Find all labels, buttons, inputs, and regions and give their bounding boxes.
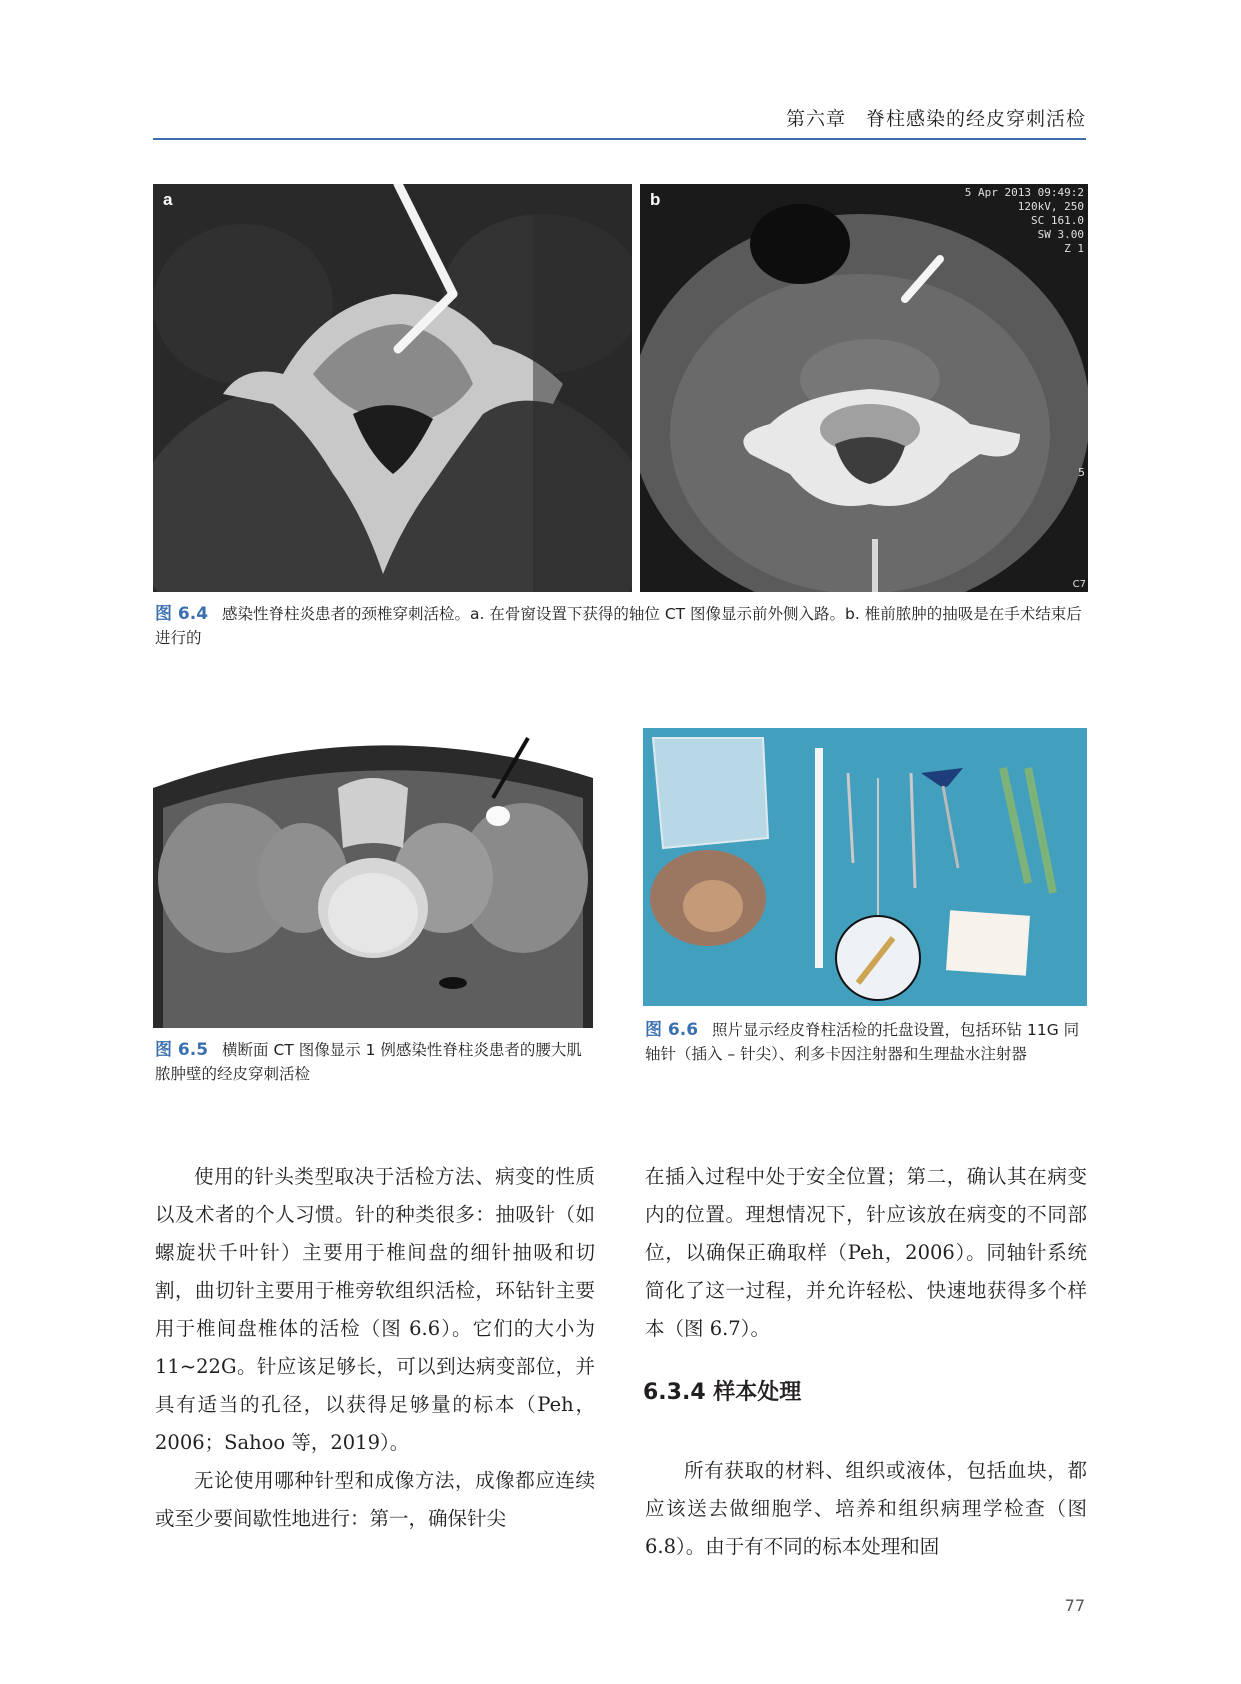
caption-text: 照片显示经皮脊柱活检的托盘设置，包括环钻 11G 同轴针（插入 – 针尖）、利多卡因注射器和生理盐水注射器 [645, 1021, 1080, 1063]
panel-letter-b: b [650, 190, 661, 209]
ct-overlay-line: Z 1 [1064, 242, 1084, 255]
running-head: 第六章 脊柱感染的经皮穿刺活检 [785, 108, 1086, 130]
body-paragraph: 在插入过程中处于安全位置；第二，确认其在病变内的位置。理想情况下，针应该放在病变的不同部位，以确保正确取样（Peh，2006）。同轴针系统简化了这一过程，并允许轻松、快速地获得多个样本（图 6.7）。 [645, 1165, 1087, 1340]
section-heading: 6.3.4 样本处理 [643, 1380, 802, 1405]
figure-6-4a-ct-image [153, 184, 632, 592]
figure-label: 图 6.6 [645, 1020, 699, 1040]
caption-text: 感染性脊柱炎患者的颈椎穿刺活检。a. 在骨窗设置下获得的轴位 CT 图像显示前外侧入路。b. 椎前脓肿的抽吸是在手术结束后进行的 [155, 605, 1082, 647]
figure-6-6-tray-photo [643, 728, 1087, 1006]
body-paragraph: 所有获取的材料、组织或液体，包括血块，都应该送去做细胞学、培养和组织病理学检查（图 6.8）。由于有不同的标本处理和固 [645, 1459, 1087, 1558]
ct-overlay-line: 120kV, 250 [1017, 200, 1084, 213]
figure-6-4-caption [155, 602, 1087, 650]
caption-text: 横断面 CT 图像显示 1 例感染性脊柱炎患者的腰大肌脓肿壁的经皮穿刺活检 [155, 1041, 582, 1083]
body-paragraph: 无论使用哪种针型和成像方法，成像都应连续或至少要间歇性地进行：第一，确保针尖 [155, 1469, 595, 1530]
ct-overlay-text [965, 186, 1084, 256]
body-right-column-bottom [645, 1452, 1087, 1566]
header-rule [153, 138, 1086, 140]
ct-overlay-line: 5 Apr 2013 09:49:2 [964, 186, 1084, 199]
page-number: 77 [1064, 1596, 1085, 1615]
ct-corner-mark: C7 [1072, 579, 1086, 590]
figure-label: 图 6.4 [155, 604, 209, 624]
panel-letter-a: a [163, 190, 173, 209]
figure-6-5-ct-image [153, 728, 593, 1028]
figure-6-6-caption [645, 1018, 1089, 1066]
ct-side-mark: 5 [1078, 466, 1085, 479]
body-left-column [155, 1158, 595, 1538]
body-right-column-top [645, 1158, 1087, 1348]
figure-label: 图 6.5 [155, 1040, 209, 1060]
figure-6-5-caption [155, 1038, 595, 1086]
ct-overlay-line: SC 161.0 [1031, 214, 1084, 227]
figure-6-4b-ct-image [640, 184, 1088, 592]
body-paragraph: 使用的针头类型取决于活检方法、病变的性质以及术者的个人习惯。针的种类很多：抽吸针（如螺旋状千叶针）主要用于椎间盘的细针抽吸和切割，曲切针主要用于椎旁软组织活检，环钻针主要用于椎间盘椎体的活检（图 6.6）。它们的大小为 11~22G。针应该足够长，可以到达病变部位，并具有适当的孔径，以获得足够量的标本（Peh，2006；Sahoo 等，2019）。 [155, 1165, 595, 1454]
ct-overlay-line: SW 3.00 [1037, 228, 1084, 241]
